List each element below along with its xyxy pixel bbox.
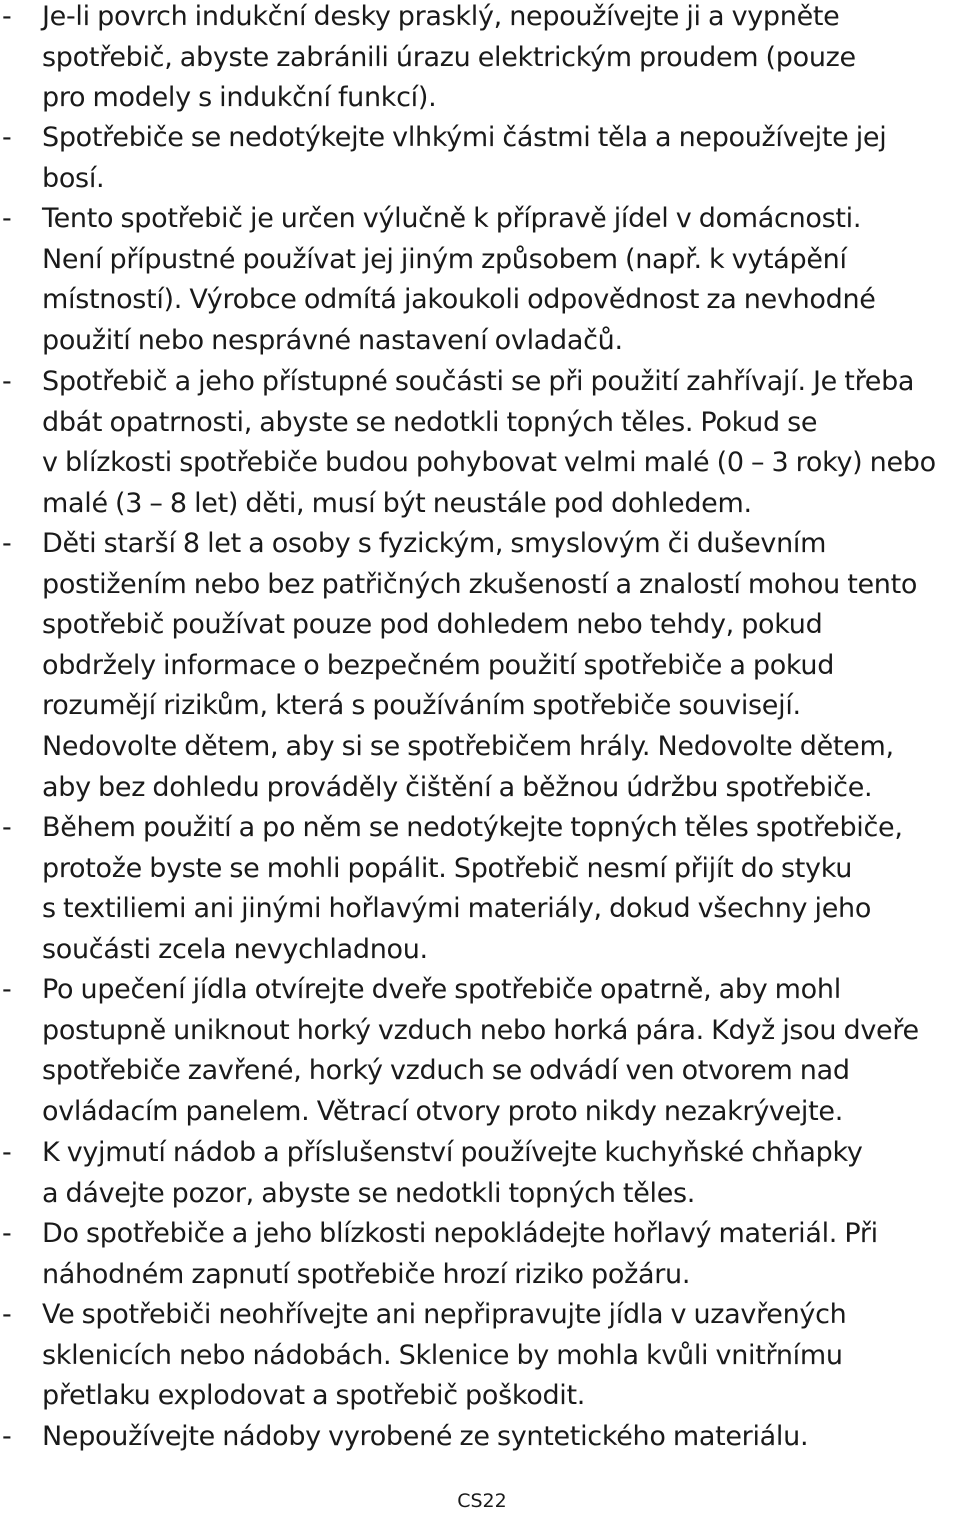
list-item-text: Je-li povrch indukční desky prasklý, nepoužívejte ji a vypněte spotřebič, abyste zabránili úrazu elektrickým proudem (pouze pro modely s indukční funkcí). <box>42 1 856 114</box>
bullet-dash: - <box>2 1137 12 1168</box>
list-item-text: Spotřebič a jeho přístupné součásti se při použití zahřívají. Je třeba dbát opatrnosti, abyste se nedotkli topných těles. Pokud se v blízkosti spotřebiče budou pohybovat velmi malé (0 – 3 roky) nebo malé (3 – 8 let) děti, musí být neustále pod dohledem. <box>42 366 936 519</box>
bullet-dash: - <box>2 528 12 559</box>
bullet-dash: - <box>2 812 12 843</box>
list-item-text: Děti starší 8 let a osoby s fyzickým, smyslovým či duševním postižením nebo bez patřičných zkušeností a znalostí mohou tento spotřebič používat pouze pod dohledem nebo tehdy, pokud obdržely informace o bezpečném použití spotřebiče a pokud rozumějí rizikům, která s používáním spotřebiče souvisejí. Nedovolte dětem, aby si se spotřebičem hrály. Nedovolte dětem, aby bez dohledu prováděly čištění a běžnou údržbu spotřebiče. <box>42 528 918 803</box>
bullet-dash: - <box>2 974 12 1005</box>
list-item-text: Po upečení jídla otvírejte dveře spotřebiče opatrně, aby mohl postupně uniknout horký vzduch nebo horká pára. Když jsou dveře spotřebiče zavřené, horký vzduch se odvádí ven otvorem nad ovládacím panelem. Větrací otvory proto nikdy nezakrývejte. <box>42 974 919 1127</box>
list-item-text: Tento spotřebič je určen výlučně k přípravě jídel v domácnosti. Není přípustné používat jej jiným způsobem (např. k vytápění místností). Výrobce odmítá jakoukoli odpovědnost za nevhodné použití nebo nesprávné nastavení ovladačů. <box>42 203 876 356</box>
bullet-dash: - <box>2 122 12 153</box>
bullet-dash: - <box>2 366 12 397</box>
bullet-dash: - <box>2 203 12 234</box>
list-item-text: Ve spotřebiči neohřívejte ani nepřipravujte jídla v uzavřených sklenicích nebo nádobách. Sklenice by mohla kvůli vnitřnímu přetlaku explodovat a spotřebič poškodit. <box>42 1299 847 1412</box>
list-item-text: Spotřebiče se nedotýkejte vlhkými částmi těla a nepoužívejte jej bosí. <box>42 122 887 194</box>
bullet-dash: - <box>2 1299 12 1330</box>
list-item-text: Nepoužívejte nádoby vyrobené ze syntetického materiálu. <box>42 1421 809 1452</box>
list-item-text: Během použití a po něm se nedotýkejte topných těles spotřebiče, protože byste se mohli popálit. Spotřebič nesmí přijít do styku s textiliemi ani jinými hořlavými materiály, dokud všechny jeho součásti zcela nevychladnou. <box>42 812 903 965</box>
bullet-dash: - <box>2 1218 12 1249</box>
page-number: CS22 <box>457 1490 507 1512</box>
list-item-text: K vyjmutí nádob a příslušenství používejte kuchyňské chňapky a dávejte pozor, abyste se nedotkli topných těles. <box>42 1137 863 1209</box>
bullet-dash: - <box>2 1421 12 1452</box>
bullet-dash: - <box>2 1 12 32</box>
list-item-text: Do spotřebiče a jeho blízkosti nepokládejte hořlavý materiál. Při náhodném zapnutí spotřebiče hrozí riziko požáru. <box>42 1218 878 1290</box>
